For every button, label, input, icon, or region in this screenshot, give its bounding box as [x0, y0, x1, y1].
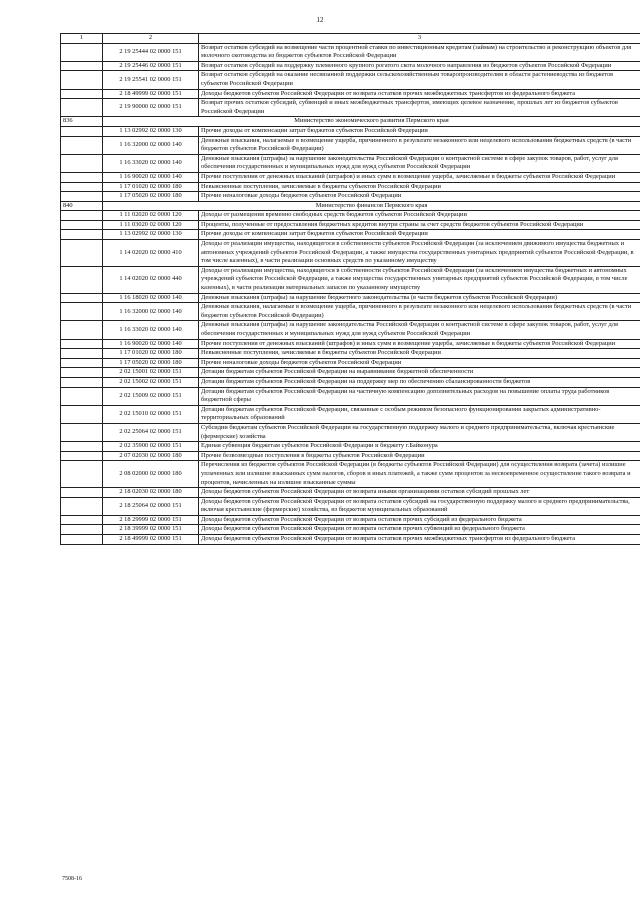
revenue-description-cell: Денежные взыскания, налагаемые в возмещение ущерба, причиненного в результате незаконного или нецелевого использования бюджетных средств (в части бюджетов субъектов Российской Федерации)	[199, 303, 640, 321]
revenue-code-cell: 1 16 90020 02 0000 140	[103, 339, 199, 349]
table-row	[61, 368, 640, 378]
revenue-description-cell: Возврат остатков субсидий на оказание несвязанной поддержки сельскохозяйственным товаропроизводителям в области растениеводства из бюджетов субъектов Российской Федерации	[199, 71, 640, 89]
revenue-description-cell: Прочие неналоговые доходы бюджетов субъектов Российской Федерации	[199, 358, 640, 368]
revenue-description-cell: Возврат остатков субсидий на возмещение части процентной ставки по инвестиционным кредитам (займам) на строительство и реконструкцию объектов для молочного скотоводства из бюджетов субъектов Российской Федерации	[199, 43, 640, 61]
revenue-description-cell: Денежные взыскания (штрафы) за нарушение бюджетного законодательства (в части бюджетов субъектов Российской Федерации)	[199, 293, 640, 303]
table-row	[61, 136, 640, 154]
table-row	[61, 303, 640, 321]
revenue-description-cell: Дотации бюджетам субъектов Российской Федерации на выравнивание бюджетной обеспеченности	[199, 368, 640, 378]
revenue-description-cell: Невыясненные поступления, зачисляемые в бюджеты субъектов Российской Федерации	[199, 182, 640, 192]
department-name-cell: Министерство экономического развития Пермского края	[103, 117, 640, 127]
revenue-description-cell: Доходы бюджетов субъектов Российской Федерации от возврата остатков прочих субвенций из федерального бюджета	[199, 525, 640, 535]
header-col-3: 3	[199, 34, 640, 44]
admin-code-cell	[61, 387, 103, 405]
revenue-description-cell: Перечисления из бюджетов субъектов Российской Федерации (в бюджеты субъектов Российской Федерации) для осуществления возврата (зачета) излишне уплаченных или излишне взысканных сумм налогов, сборов и иных платежей, а также сумм процентов за несвоевременное осуществление такого возврата и процентов, начисленных на излишне взысканные суммы	[199, 461, 640, 488]
revenue-description-cell: Прочие поступления от денежных взысканий (штрафов) и иных сумм в возмещение ущерба, зачисляемые в бюджеты субъектов Российской Федерации	[199, 339, 640, 349]
admin-code-cell	[61, 230, 103, 240]
revenue-code-cell: 2 18 29999 02 0000 151	[103, 515, 199, 525]
table-row	[61, 349, 640, 359]
admin-code-cell	[61, 303, 103, 321]
table-row	[61, 497, 640, 515]
table-row	[61, 339, 640, 349]
table-row	[61, 172, 640, 182]
admin-code-cell	[61, 126, 103, 136]
revenue-code-cell: 2 02 15010 02 0000 151	[103, 405, 199, 423]
revenue-code-cell: 2 19 25444 02 0000 151	[103, 43, 199, 61]
admin-code-cell	[61, 240, 103, 267]
revenue-code-cell: 2 18 49999 02 0000 151	[103, 89, 199, 99]
table-row	[61, 61, 640, 71]
revenue-description-cell: Прочие поступления от денежных взысканий (штрафов) и иных сумм в возмещение ущерба, зачисляемые в бюджеты субъектов Российской Федерации	[199, 172, 640, 182]
header-col-2: 2	[103, 34, 199, 44]
admin-code-cell	[61, 321, 103, 339]
page-number: 12	[316, 16, 324, 24]
table-row	[61, 358, 640, 368]
table-row	[61, 387, 640, 405]
table-row	[61, 266, 640, 293]
table-row	[61, 71, 640, 89]
table-row	[61, 535, 640, 545]
revenue-code-cell: 1 13 02992 02 0000 130	[103, 230, 199, 240]
table-row	[61, 515, 640, 525]
admin-code-cell	[61, 220, 103, 230]
table-row	[61, 220, 640, 230]
revenue-description-cell: Невыясненные поступления, зачисляемые в бюджеты субъектов Российской Федерации	[199, 349, 640, 359]
admin-code-cell	[61, 358, 103, 368]
admin-code-cell	[61, 172, 103, 182]
admin-code-cell	[61, 442, 103, 452]
table-row	[61, 99, 640, 117]
revenue-description-cell: Прочие доходы от компенсации затрат бюджетов субъектов Российской Федерации	[199, 126, 640, 136]
revenue-code-cell: 2 02 15001 02 0000 151	[103, 368, 199, 378]
table-row	[61, 442, 640, 452]
admin-code-cell	[61, 451, 103, 461]
table-row	[61, 230, 640, 240]
admin-code-cell	[61, 61, 103, 71]
revenue-code-cell: 1 17 05020 02 0000 180	[103, 192, 199, 202]
admin-code-cell: 840	[61, 201, 103, 211]
table-row	[61, 525, 640, 535]
revenue-code-cell: 2 08 02000 02 0000 180	[103, 461, 199, 488]
table-row	[61, 126, 640, 136]
header-col-1: 1	[61, 34, 103, 44]
revenue-description-cell: Прочие доходы от компенсации затрат бюджетов субъектов Российской Федерации	[199, 230, 640, 240]
revenue-description-cell: Доходы бюджетов субъектов Российской Федерации от возврата остатков прочих субсидий из федерального бюджета	[199, 515, 640, 525]
revenue-code-cell: 2 18 39999 02 0000 151	[103, 525, 199, 535]
revenue-description-cell: Дотации бюджетам субъектов Российской Федерации на поддержку мер по обеспечению сбалансированности бюджетов	[199, 377, 640, 387]
admin-code-cell	[61, 136, 103, 154]
revenue-code-cell: 2 07 02030 02 0000 180	[103, 451, 199, 461]
revenue-code-cell: 2 18 49999 02 0000 151	[103, 535, 199, 545]
revenue-code-cell: 2 02 25064 02 0000 151	[103, 423, 199, 441]
revenue-description-cell: Единая субвенция бюджетам субъектов Российской Федерации и бюджету г.Байконура	[199, 442, 640, 452]
table-row	[61, 321, 640, 339]
admin-code-cell	[61, 405, 103, 423]
table-row	[61, 377, 640, 387]
revenue-codes-table	[60, 33, 640, 545]
revenue-code-cell: 2 02 35900 02 0000 151	[103, 442, 199, 452]
table-body	[61, 34, 640, 545]
admin-code-cell	[61, 497, 103, 515]
admin-code-cell	[61, 154, 103, 172]
revenue-description-cell: Возврат прочих остатков субсидий, субвенций и иных межбюджетных трансфертов, имеющих целевое назначение, прошлых лет из бюджетов субъектов Российской Федерации	[199, 99, 640, 117]
revenue-description-cell: Доходы от реализации имущества, находящегося в собственности субъектов Российской Федерации (за исключением имущества бюджетных и автономных учреждений субъектов Российской Федерации, а также имущества государственных унитарных предприятий субъектов Российской Федерации, в том числе казенных), в части реализации материальных запасов по указанному имуществу	[199, 266, 640, 293]
admin-code-cell	[61, 211, 103, 221]
revenue-description-cell: Денежные взыскания, налагаемые в возмещение ущерба, причиненного в результате незаконного или нецелевого использования бюджетных средств (в части бюджетов субъектов Российской Федерации)	[199, 136, 640, 154]
revenue-code-cell: 2 02 15002 02 0000 151	[103, 377, 199, 387]
table-row	[61, 451, 640, 461]
revenue-code-cell: 1 17 01020 02 0000 180	[103, 182, 199, 192]
table-row	[61, 182, 640, 192]
table-row	[61, 43, 640, 61]
admin-code-cell: 836	[61, 117, 103, 127]
revenue-code-cell: 1 16 33020 02 0000 140	[103, 321, 199, 339]
revenue-description-cell: Проценты, полученные от предоставления бюджетных кредитов внутри страны за счет средств бюджетов субъектов Российской Федерации	[199, 220, 640, 230]
admin-code-cell	[61, 377, 103, 387]
revenue-description-cell: Прочие неналоговые доходы бюджетов субъектов Российской Федерации	[199, 192, 640, 202]
admin-code-cell	[61, 423, 103, 441]
admin-code-cell	[61, 525, 103, 535]
revenue-description-cell: Возврат остатков субсидий на поддержку племенного крупного рогатого скота молочного направления из бюджетов субъектов Российской Федерации	[199, 61, 640, 71]
admin-code-cell	[61, 192, 103, 202]
revenue-code-cell: 1 17 01020 02 0000 180	[103, 349, 199, 359]
admin-code-cell	[61, 515, 103, 525]
admin-code-cell	[61, 89, 103, 99]
department-name-cell: Министерство финансов Пермского края	[103, 201, 640, 211]
table-header-row	[61, 34, 640, 44]
revenue-description-cell: Доходы бюджетов субъектов Российской Федерации от возврата остатков субсидий на государственную поддержку малого и среднего предпринимательства, включая крестьянские (фермерские) хозяйства, из бюджетов муниципальных образований	[199, 497, 640, 515]
table-row	[61, 293, 640, 303]
revenue-code-cell: 1 16 18020 02 0000 140	[103, 293, 199, 303]
department-row	[61, 201, 640, 211]
admin-code-cell	[61, 488, 103, 498]
table-row	[61, 154, 640, 172]
revenue-code-cell: 1 14 02020 02 0000 440	[103, 266, 199, 293]
revenue-code-cell: 1 16 90020 02 0000 140	[103, 172, 199, 182]
revenue-code-cell: 1 17 05020 02 0000 180	[103, 358, 199, 368]
admin-code-cell	[61, 368, 103, 378]
table-row	[61, 89, 640, 99]
revenue-code-cell: 1 11 03020 02 0000 120	[103, 220, 199, 230]
admin-code-cell	[61, 71, 103, 89]
revenue-description-cell: Доходы бюджетов субъектов Российской Федерации от возврата остатков прочих межбюджетных трансфертов из федерального бюджета	[199, 535, 640, 545]
admin-code-cell	[61, 535, 103, 545]
admin-code-cell	[61, 43, 103, 61]
revenue-code-cell: 1 16 32000 02 0000 140	[103, 303, 199, 321]
department-row	[61, 117, 640, 127]
revenue-description-cell: Дотации бюджетам субъектов Российской Федерации, связанные с особым режимом безопасного функционирования закрытых административно-территориальных образований	[199, 405, 640, 423]
admin-code-cell	[61, 339, 103, 349]
revenue-code-cell: 2 19 25446 02 0000 151	[103, 61, 199, 71]
revenue-description-cell: Денежные взыскания (штрафы) за нарушение законодательства Российской Федерации о контрактной системе в сфере закупок товаров, работ, услуг для обеспечения государственных и муниципальных нужд для нужд субъектов Российской Федерации	[199, 321, 640, 339]
revenue-description-cell: Дотации бюджетам субъектов Российской Федерации на частичную компенсацию дополнительных расходов на повышение оплаты труда работников бюджетной сферы	[199, 387, 640, 405]
admin-code-cell	[61, 293, 103, 303]
revenue-code-cell: 2 18 25064 02 0000 151	[103, 497, 199, 515]
revenue-description-cell: Прочие безвозмездные поступления в бюджеты субъектов Российской Федерации	[199, 451, 640, 461]
revenue-description-cell: Субсидии бюджетам субъектов Российской Федерации на государственную поддержку малого и среднего предпринимательства, включая крестьянские (фермерские) хозяйства	[199, 423, 640, 441]
revenue-code-cell: 2 19 90000 02 0000 151	[103, 99, 199, 117]
table-row	[61, 192, 640, 202]
revenue-code-cell: 2 19 25541 02 0000 151	[103, 71, 199, 89]
revenue-description-cell: Денежные взыскания (штрафы) за нарушение законодательства Российской Федерации о контрактной системе в сфере закупок товаров, работ, услуг для обеспечения государственных и муниципальных нужд для нужд субъектов Российской Федерации	[199, 154, 640, 172]
admin-code-cell	[61, 266, 103, 293]
revenue-description-cell: Доходы бюджетов субъектов Российской Федерации от возврата иными организациями остатков субсидий прошлых лет	[199, 488, 640, 498]
revenue-description-cell: Доходы от размещения временно свободных средств бюджетов субъектов Российской Федерации	[199, 211, 640, 221]
revenue-code-cell: 1 13 02992 02 0000 130	[103, 126, 199, 136]
revenue-description-cell: Доходы бюджетов субъектов Российской Федерации от возврата остатков прочих межбюджетных трансфертов из федерального бюджета	[199, 89, 640, 99]
admin-code-cell	[61, 349, 103, 359]
footer-document-code: 7508-16	[62, 876, 82, 882]
table-row	[61, 461, 640, 488]
revenue-code-cell: 2 18 02030 02 0000 180	[103, 488, 199, 498]
table-row	[61, 488, 640, 498]
revenue-code-cell: 2 02 15009 02 0000 151	[103, 387, 199, 405]
revenue-code-cell: 1 16 33020 02 0000 140	[103, 154, 199, 172]
revenue-code-cell: 1 11 02020 02 0000 120	[103, 211, 199, 221]
revenue-code-cell: 1 16 32000 02 0000 140	[103, 136, 199, 154]
admin-code-cell	[61, 182, 103, 192]
table-row	[61, 240, 640, 267]
admin-code-cell	[61, 461, 103, 488]
revenue-code-cell: 1 14 02020 02 0000 410	[103, 240, 199, 267]
table-row	[61, 423, 640, 441]
revenue-description-cell: Доходы от реализации имущества, находящегося в собственности субъектов Российской Федерации (за исключением движимого имущества бюджетных и автономных учреждений субъектов Российской Федерации, а также имущества государственных унитарных предприятий субъектов Российской Федерации, в том числе казенных), в части реализации основных средств по указанному имуществу	[199, 240, 640, 267]
table-row	[61, 211, 640, 221]
admin-code-cell	[61, 99, 103, 117]
table-row	[61, 405, 640, 423]
